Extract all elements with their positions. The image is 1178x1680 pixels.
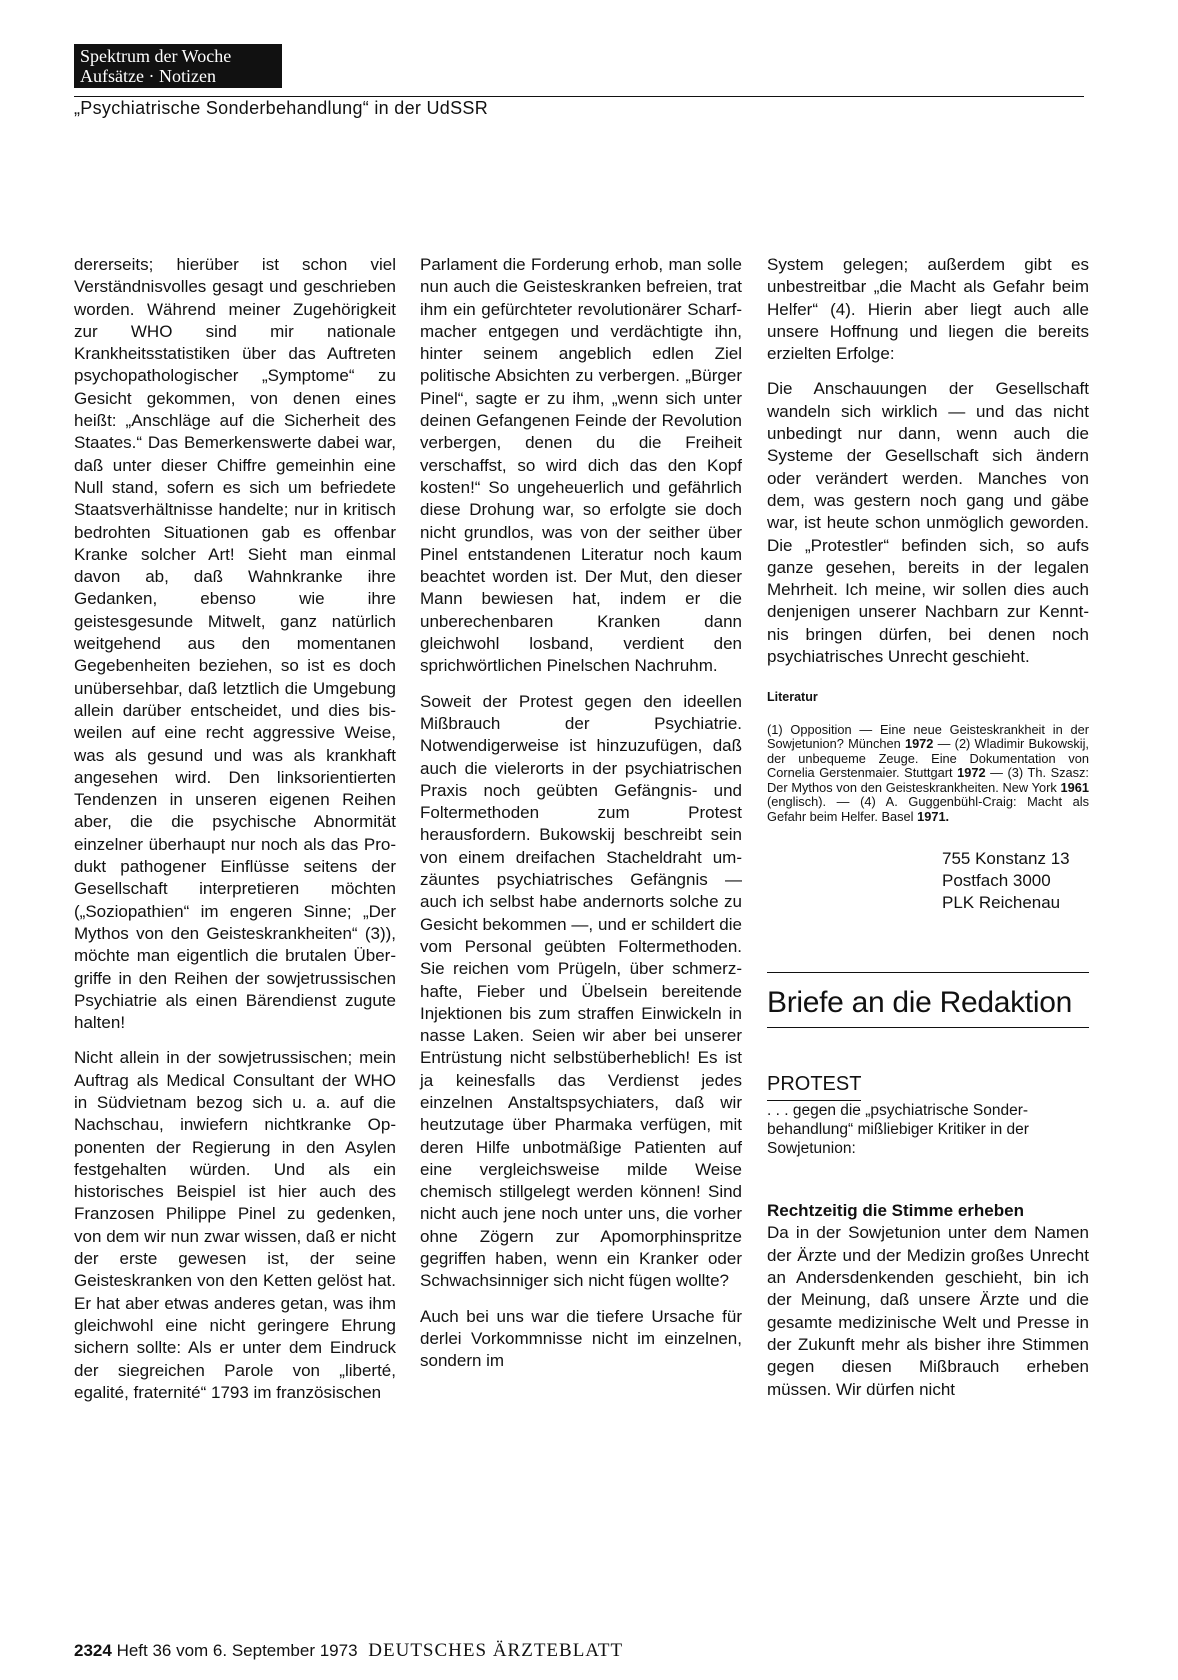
paragraph: Die Anschauungen der Gesellschaft wandeln sich wirklich — und das nicht unbedingt nur dann, wenn auch die Systeme der Gesellschaft sich ändern oder verändert werden. Manches von dem, was gestern noch gang und gäbe war, ist heute schon unmöglich geworden. Die „Protestler“ befinden sich, so aufs ganze gesehen, bereits in der legalen Mehrheit. Ich meine, wir sollen dies auch denjenigen unserer Nachbarn zur Kenntnis bringen dürfen, bei denen noch psychiatrisches Unrecht geschieht. — [767, 379, 1089, 667]
letters-section-title: Briefe an die Redaktion — [767, 986, 1072, 1020]
paragraph: System gelegen; außerdem gibt es unbestreitbar „die Macht als Gefahr beim Helfer“ (4). Hierin aber liegt auch alle unsere Hoffnung und liegen die bereits erzielten Erfolge: — [767, 255, 1089, 364]
article-column-1 — [74, 254, 396, 1404]
issue-info: Heft 36 vom 6. September 1973 — [116, 1641, 358, 1660]
address-line: Postfach 3000 — [942, 871, 1051, 891]
reference-text: — (2) Wladimir Bukowskij, der unbequeme Zeuge. Eine Dokumentation von Cornelia Gerstenmaier. Stuttgart — [767, 736, 1089, 781]
paragraph: Auch bei uns war die tiefere Ursache für derlei Vorkommnisse nicht im einzelnen, sondern im — [420, 1306, 742, 1371]
running-title: „Psychiatrische Sonderbehandlung“ in der UdSSR — [74, 98, 489, 118]
article-column-2 — [420, 254, 742, 1373]
reference-list — [767, 723, 1089, 825]
literature-heading: Literatur — [767, 690, 818, 705]
page-number: 2324 — [74, 1641, 112, 1660]
reference-text: — (3) Th. Szasz: Der Mythos von den Geisteskrankheiten. New York — [767, 765, 1089, 795]
section-rule — [767, 1027, 1089, 1028]
section-rule — [767, 972, 1089, 973]
reference-year: 1971. — [917, 808, 950, 824]
author-address — [767, 848, 1089, 914]
reference-text: (englisch). — (4) A. Guggenbühl-Craig: Macht als Gefahr beim Helfer. Basel — [767, 794, 1089, 824]
section-sublabel: Aufsätze · Notizen — [80, 66, 216, 86]
reference-year: 1961 — [1060, 779, 1089, 795]
reference-year: 1972 — [904, 736, 934, 752]
section-label: Spektrum der Woche — [80, 46, 232, 66]
letter-body: Da in der Sowjetunion unter dem Namen der Ärzte und der Medizin großes Unrecht an Andersdenkenden geschieht, bin ich der Meinung, daß unsere Ärzte und die gesamte medizinische Welt und Presse in der Zukunft mehr als bisher ihre Stimmen gegen diesen Mißbrauch erheben müssen. Wir dürfen nicht — [767, 1223, 1089, 1399]
paragraph: Parlament die Forderung erhob, man solle nun auch die Geisteskranken befreien, trat ihm ein gefürchteter revolutionärer Scharfmacher entgegen und verdächtigte ihn, hinter seinem angeblich edlen Ziel politische Absichten zu verbergen. „Bürger Pinel“, sagte er zu ihm, „wenn sich unter deinen Gefangenen Feinde der Revolution verbergen, denen du die Freiheit verschaffst, so wird dich das den Kopf kosten!“ So ungeheuerlich und gefährlich diese Drohung war, so erfolgte sie doch nicht grundlos, was von der seither über Pinel entstandenen Literatur noch kaum beachtet worden ist. Der Mut, den dieser Mann bewiesen hat, indem er die unberechenbaren Kranken dann gleichwohl losband, verdient den sprichwörtlichen Pinelschen Nachruhm. — [420, 255, 742, 676]
article-column-3 — [767, 254, 1089, 1401]
paragraph: Soweit der Protest gegen den ideellen Mißbrauch der Psychiatrie. Notwendigerweise ist hinzuzufügen, daß auch die vielerorts in der psychiatrischen Praxis noch geübten Gefängnis- und Foltermethoden zum Protest herausfordern. Bukowskij beschreibt sein von einem dreifachen Stacheldraht umzäuntes psychiatrisches Gefängnis — auch ich selbst habe andernorts solche zu Gesicht bekommen —, und er schildert die vom Personal geübten Foltermethoden. Sie reichen vom Prügeln, über schmerzhafte, Fieber und Übelsein bereitende Injektionen bis zum straffen Einwickeln in nasse Laken. Seien wir aber bei unserer Entrüstung nicht selbstüberheblich! Es ist ja keinesfalls das Verdienst jedes einzelnen Anstaltspsychiaters, daß wir heutzutage über Pharmaka verfügen, mit deren Hilfe unbotmäßige Patienten auf eine vergleichsweise milde Weise chemisch stillgelegt werden können! Sind nicht auch jene noch unter uns, die vorher ohne Zögern zur Apomorphinspritze gegriffen haben, wenn ein Kranker oder Schwachsinniger sich nicht fügen wollte? — [420, 691, 742, 1291]
address-line: 755 Konstanz 13 — [942, 849, 1070, 869]
address-line: PLK Reichenau — [942, 893, 1061, 913]
paragraph: dererseits; hierüber ist schon viel Verständnisvolles gesagt und geschrieben worden. Während meiner Zugehörigkeit zur WHO sind mir nationale Krankheitsstatistiken über das Auftreten psychopathologischer „Symptome“ zu Gesicht gekommen, von denen eines heißt: „Anschläge auf die Sicherheit des Staates.“ Das Bemerkenswerte dabei war, daß unter dieser Chiffre gemeinhin eine Null stand, sofern es sich um befriedete Staatsverhältnisse handelte; nur in kritisch bedrohten Situationen gab es offenbar Kranke solcher Art! Sieht man einmal davon ab, daß Wahnkranke ihre Gedanken, ebenso wie ihre geistesgesunde Mitwelt, ganz natürlich weitgehend aus den momentanen Gegebenheiten beziehen, so ist es doch unübersehbar, daß letztlich die Umgebung allein darüber entscheidet, und dies bisweilen auf eine recht aggressive Weise, was als gesund und was als krankhaft angesehen wird. Den linksorientierten Tendenzen in unseren eigenen Reihen aber, die die psychische Abnormität einzelner überhaupt nur noch als das Produkt pathogener Einflüsse seitens der Gesellschaft interpretieren möchten („Soziopathien“ im engeren Sinne; „Der Mythos von den Geisteskrankheiten“ (3)), möchte man eigentlich die brutalen Übergriffe in den Reihen der sowjetrussischen Psychiatrie als einen Bärendienst zugute halten! — [74, 255, 396, 1033]
protest-intro: . . . gegen die „psychiatrische Sonderbehandlung“ mißliebiger Kritiker in der Sowjetunion: — [767, 1102, 1029, 1158]
page-footer — [74, 1640, 623, 1662]
reference-year: 1972 — [957, 765, 986, 781]
reference-text: (1) Opposition — Eine neue Geisteskrankheit in der Sowjetunion? München — [767, 721, 1089, 752]
section-badge — [74, 44, 282, 88]
paragraph: Nicht allein in der sowjetrussischen; mein Auftrag als Medical Consultant der WHO in Südvietnam bezog sich u. a. auf die Nachschau, inwiefern nichtkranke Opponenten der Regierung in den Asylen festgehalten würden. Und als ein historisches Beispiel ist hier auch des Franzosen Philippe Pinel zu gedenken, von dem wir nun zwar wissen, daß er nicht der erste gewesen ist, der seine Geisteskranken von den Ketten gelöst hat. Er hat aber etwas anderes getan, was ihm gleichwohl eine nicht geringere Ehrung sichern sollte: Als er unter dem Eindruck der siegreichen Parole von „liberté, egalité, fraternité“ 1793 im französischen — [74, 1048, 396, 1402]
protest-heading: PROTEST — [767, 1072, 861, 1101]
letter-heading: Rechtzeitig die Stimme erheben — [767, 1201, 1024, 1221]
journal-name: DEUTSCHES ÄRZTEBLATT — [368, 1640, 624, 1661]
header-rule — [74, 96, 1084, 97]
